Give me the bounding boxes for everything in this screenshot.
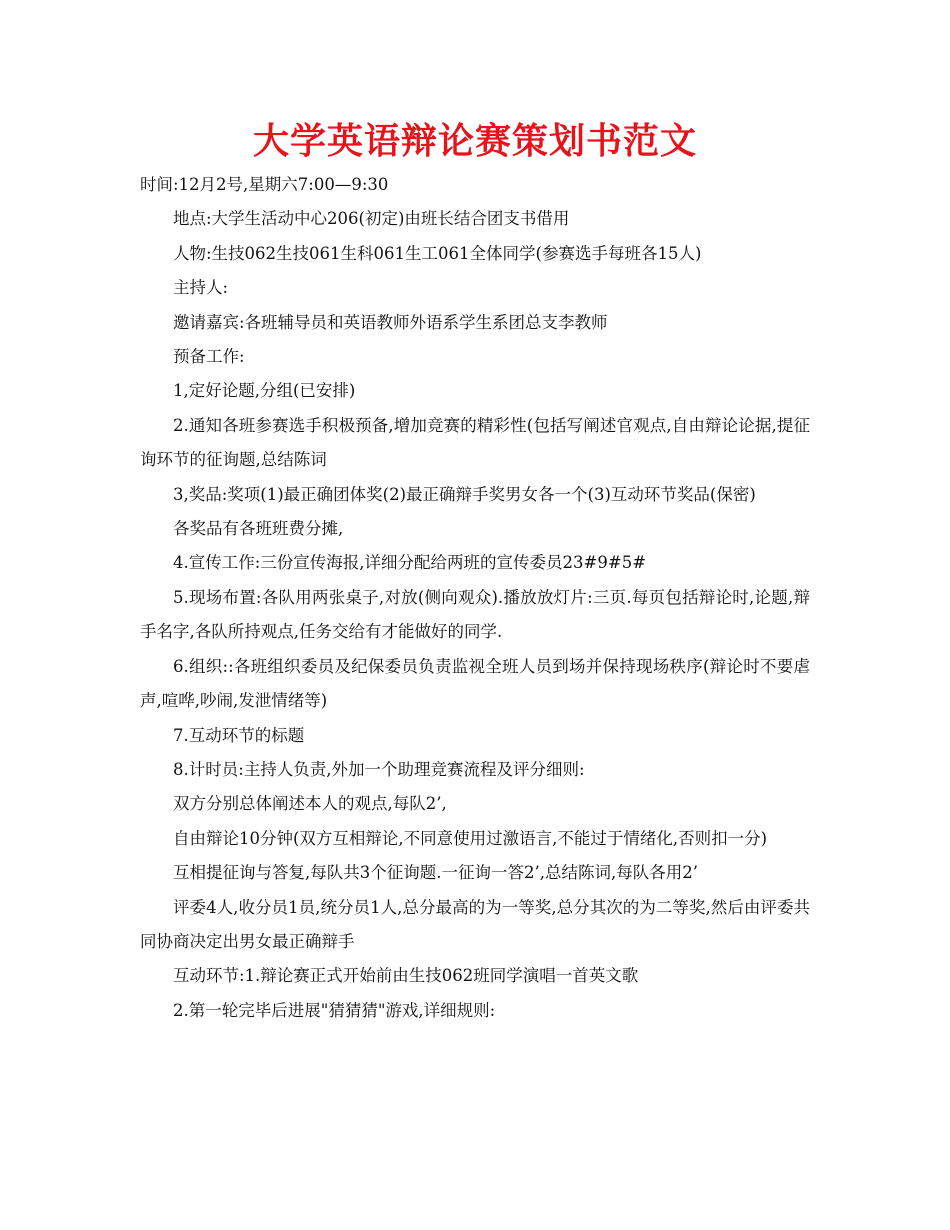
paragraph-item-8: 8.计时员:主持人负责,外加一个助理竞赛流程及评分细则: [173, 759, 585, 779]
paragraph-interaction-2: 2.第一轮完毕后进展"猜猜猜"游戏,详细规则: [173, 1000, 496, 1020]
paragraph-participants: 人物:生技062生技061生科061生工061全体同学(参赛选手每班各15人) [173, 243, 702, 263]
paragraph-preparation: 预备工作: [173, 347, 245, 367]
paragraph-item-2: 2.通知各班参赛选手积极预备,增加竞赛的精彩性(包括写阐述官观点,自由辩论论据,提征询环节的征询题,总结陈词 [140, 415, 810, 470]
paragraph-item-4: 4.宣传工作:三份宣传海报,详细分配给两班的宣传委员23#9#5# [173, 553, 647, 573]
paragraph-item-5: 5.现场布置:各队用两张桌子,对放(侧向观众).播放放灯片:三页.每页包括辩论时,论题,辩手名字,各队所持观点,任务交给有才能做好的同学. [140, 587, 810, 642]
paragraph-item-6: 6.组织::各班组织委员及纪保委员负责监视全班人员到场并保持现场秩序(辩论时不要虐声,喧哗,吵闹,发泄情绪等) [140, 656, 810, 711]
paragraph-prize-funding: 各奖品有各班班费分摊, [173, 519, 344, 539]
document-body [140, 168, 810, 1028]
paragraph-statements: 双方分别总体阐述本人的观点,每队2’, [173, 794, 447, 814]
paragraph-item-1: 1,定好论题,分组(已安排) [173, 381, 356, 401]
paragraph-judges: 评委4人,收分员1员,统分员1人,总分最高的为一等奖,总分其次的为二等奖,然后由评委共同协商决定出男女最正确辩手 [140, 897, 810, 951]
paragraph-free-debate: 自由辩论10分钟(双方互相辩论,不同意使用过激语言,不能过于情绪化,否则扣一分) [173, 828, 768, 848]
paragraph-item-3: 3,奖品:奖项(1)最正确团体奖(2)最正确辩手奖男女各一个(3)互动环节奖品(保密) [173, 484, 756, 504]
document-title: 大学英语辩论赛策划书范文 [252, 121, 697, 162]
paragraph-interaction-1: 互动环节:1.辩论赛正式开始前由生技062班同学演唱一首英文歌 [173, 966, 639, 986]
paragraph-location: 地点:大学生活动中心206(初定)由班长结合团支书借用 [173, 209, 570, 229]
paragraph-item-7: 7.互动环节的标题 [173, 725, 305, 745]
paragraph-time: 时间:12月2号,星期六7:00—9:30 [140, 175, 389, 194]
paragraph-questions: 互相提征询与答复,每队共3个征询题.一征询一答2’,总结陈词,每队各用2’ [173, 863, 698, 883]
paragraph-guests: 邀请嘉宾:各班辅导员和英语教师外语系学生系团总支李教师 [173, 312, 608, 332]
paragraph-host: 主持人: [173, 278, 229, 298]
